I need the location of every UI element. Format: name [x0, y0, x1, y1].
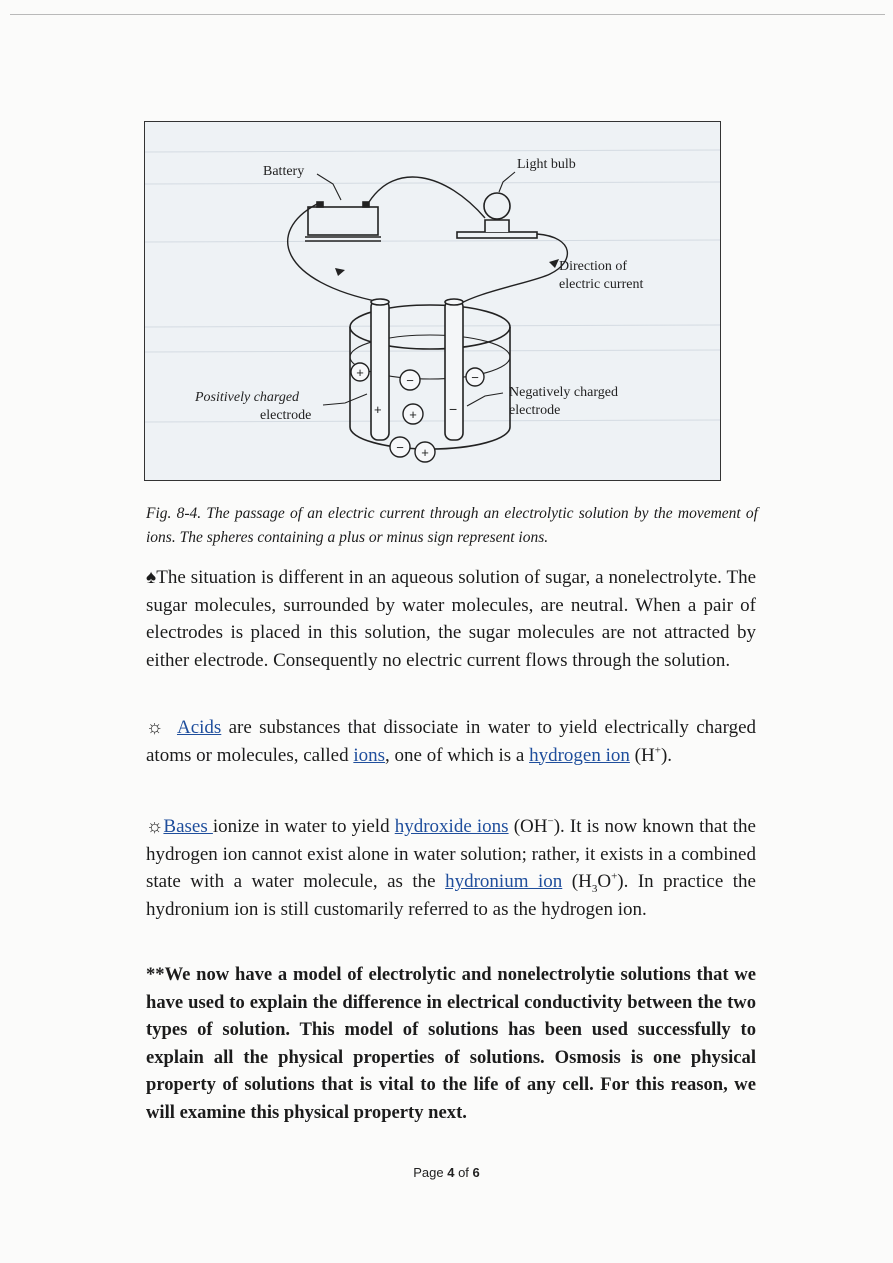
positive-sign: + — [374, 402, 382, 417]
current-direction-arrows — [335, 259, 559, 276]
svg-text:−: − — [396, 440, 404, 455]
paragraph-bases-text-3: ). It is now known that the hydrogen ion cannot exist alone in water solution; rather, it exists in a combined state with a water molecule, as the — [146, 816, 756, 892]
paragraph-acids-text-1: are substances that dissociate in water to yield electrically charged atoms or molecules, called — [146, 717, 757, 766]
svg-text:+: + — [356, 365, 364, 380]
footer-page-word: Page — [413, 1165, 448, 1180]
link-hydrogen-ion[interactable]: hydrogen ion — [529, 744, 630, 766]
paragraph-acids — [146, 714, 756, 769]
link-ions[interactable]: ions — [353, 744, 386, 766]
footer-page-total: 6 — [472, 1165, 480, 1180]
page-footer — [0, 1165, 893, 1180]
footer-of-word: of — [454, 1165, 473, 1180]
link-bases[interactable]: Bases — [163, 816, 213, 837]
label-direction-2: electric current — [559, 277, 644, 292]
sun-icon: ☼ — [146, 816, 164, 837]
paragraph-sugar-text: The situation is different in an aqueous solution of sugar, a nonelectrolyte. The sugar molecules, surrounded by water molecules, are neutral. When a pair of electrodes is placed in this solution, the sugar molecules are not attracted by either electrode. Consequently no electric current flows through the solution. — [146, 567, 756, 671]
spade-icon: ♠ — [146, 567, 157, 588]
paragraph-bases-text-5: O — [597, 871, 612, 892]
superscript-plus: + — [654, 744, 661, 757]
paragraph-acids-text-4: ). — [660, 744, 673, 766]
circuit-wires — [288, 177, 568, 307]
paragraph-bases — [146, 813, 756, 923]
paragraph-acids-text-2: , one of which is a — [385, 744, 530, 766]
superscript-plus: + — [611, 870, 618, 883]
label-positive-1: Positively charged — [195, 390, 300, 405]
link-hydronium-ion[interactable]: hydronium ion — [445, 871, 563, 892]
paragraph-sugar — [146, 564, 756, 674]
paragraph-bases-text-2: (OH — [508, 816, 548, 837]
negative-sign: − — [449, 401, 458, 417]
link-hydroxide-ions[interactable]: hydroxide ions — [394, 816, 509, 837]
paragraph-bases-text-6: ). In practice the hydronium ion is still customarily referred to as the hydrogen ion. — [146, 871, 756, 920]
label-negative-2: electrode — [509, 403, 561, 418]
label-negative-1: Negatively charged — [509, 385, 618, 400]
svg-text:+: + — [409, 407, 417, 422]
label-battery: Battery — [263, 164, 305, 179]
svg-text:−: − — [406, 373, 414, 388]
link-acids[interactable]: Acids — [176, 717, 222, 738]
figure-illustration — [145, 122, 720, 480]
paragraph-summary: **We now have a model of electrolytic and nonelectrolytie solutions that we have used to explain the difference in electrical conductivity between the two types of solution. This model of solutions has been used successfully to explain all the physical properties of solutions. Osmosis is one physical property of solutions that is vital to the life of any cell. For this reason, we will examine this physical property next. — [146, 964, 756, 1123]
label-light-bulb: Light bulb — [517, 157, 576, 172]
figure-caption: Fig. 8-4. The passage of an electric current through an electrolytic solution by the movement of ions. The spheres containing a plus or minus sign represent ions. — [146, 505, 758, 546]
electrolysis-figure — [144, 121, 721, 481]
superscript-minus: − — [547, 815, 554, 828]
label-direction-1: Direction of — [559, 259, 628, 274]
paragraph-bases-text-1: ionize in water to yield — [212, 816, 395, 837]
svg-text:+: + — [421, 445, 429, 460]
top-rule — [10, 14, 885, 15]
svg-text:−: − — [471, 370, 479, 385]
light-bulb-icon — [457, 193, 537, 238]
paragraph-acids-text-3: (H — [629, 744, 655, 766]
paragraph-bases-text-4: (H — [562, 871, 592, 892]
label-positive-2: electrode — [260, 408, 312, 423]
sun-icon: ☼ — [146, 717, 164, 738]
footer-page-current: 4 — [447, 1165, 455, 1180]
battery-icon — [305, 202, 381, 241]
subscript-three: 3 — [591, 882, 598, 895]
